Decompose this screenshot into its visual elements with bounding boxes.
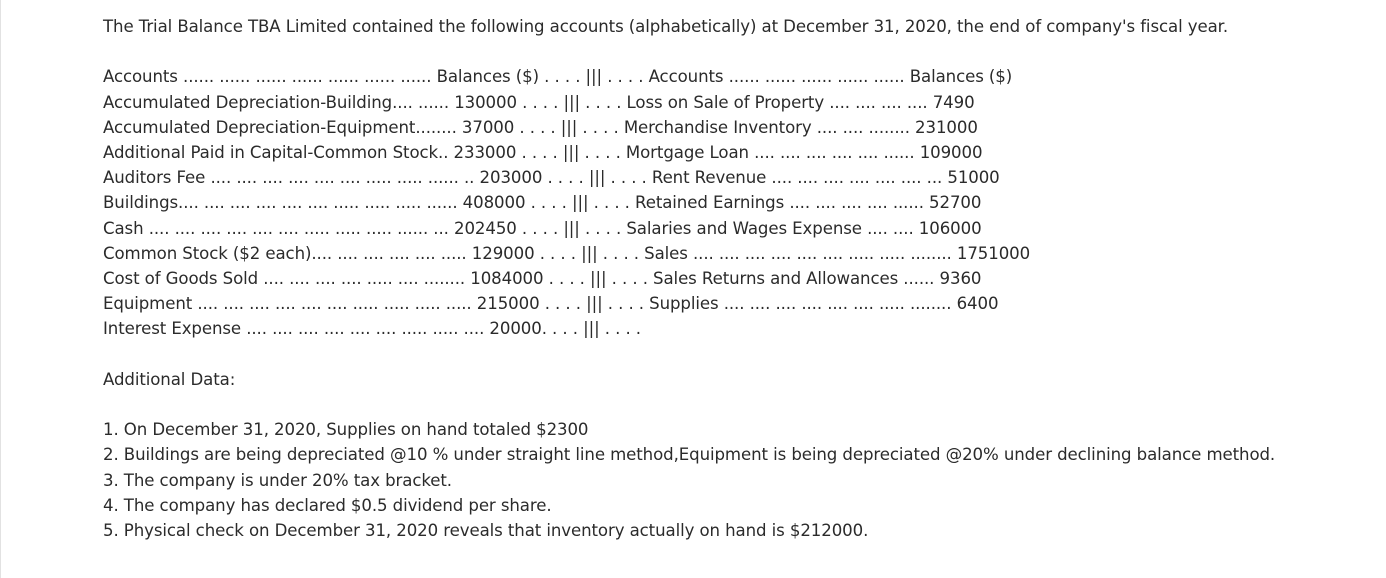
note-item: 1. On December 31, 2020, Supplies on hand totaled $2300: [103, 420, 589, 440]
ledger-line: Cost of Goods Sold .... .... .... .... ..... .... ........ 1084000 . . . . ||| . . . . Sales Returns and Allowances ...... 9360: [103, 269, 982, 289]
spacer: [103, 392, 1363, 417]
ledger-line: Buildings.... .... .... .... .... .... ..... ..... ..... ...... 408000 . . . . ||| . . . . Retained Earnings .... .... .... .... ...... 52700: [103, 193, 982, 213]
trial-balance-listing: [103, 64, 1363, 341]
note-item: 2. Buildings are being depreciated @10 % under straight line method,Equipment is being depreciated @20% under declining balance method.: [103, 445, 1276, 465]
ledger-line: Auditors Fee .... .... .... .... .... .... ..... ..... ...... .. 203000 . . . . ||| . . . . Rent Revenue .... .... .... .... .... .... ... 51000: [103, 168, 1000, 188]
left-border: [0, 0, 1, 578]
ledger-line-header: Accounts ...... ...... ...... ...... ...... ...... ...... Balances ($) . . . . ||| . . . . Accounts ...... ...... ...... ...... ...... Balances ($): [103, 67, 1013, 87]
ledger-line: Cash .... .... .... .... .... .... ..... ..... ..... ...... ... 202450 . . . . ||| . . . . Salaries and Wages Expense .... .... 106000: [103, 218, 982, 238]
intro-text: The Trial Balance TBA Limited contained the following accounts (alphabetically) at December 31, 2020, the end of company's fiscal year.: [103, 17, 1229, 36]
note-item: 3. The company is under 20% tax bracket.: [103, 470, 452, 490]
ledger-line: Accumulated Depreciation-Building.... ...... 130000 . . . . ||| . . . . Loss on Sale of Property .... .... .... .... 7490: [103, 92, 975, 112]
ledger-line: Accumulated Depreciation-Equipment........ 37000 . . . . ||| . . . . Merchandise Inventory .... .... ........ 231000: [103, 117, 978, 137]
note-item: 4. The company has declared $0.5 dividend per share.: [103, 495, 552, 515]
ledger-line: Common Stock ($2 each).... .... .... .... .... ..... 129000 . . . . ||| . . . . Sales .... .... .... .... .... .... ..... ..... ........ 1751000: [103, 243, 1031, 263]
spacer: [103, 39, 1363, 64]
spacer: [103, 342, 1363, 367]
note-item: 5. Physical check on December 31, 2020 reveals that inventory actually on hand is $212000.: [103, 521, 869, 541]
ledger-line: Additional Paid in Capital-Common Stock.. 233000 . . . . ||| . . . . Mortgage Loan .... .... .... .... .... ...... 109000: [103, 143, 983, 162]
additional-data-heading: Additional Data:: [103, 369, 236, 389]
question-body: [103, 14, 1363, 543]
ledger-line: Equipment .... .... .... .... .... .... ..... ..... ..... ..... 215000 . . . . ||| . . . . Supplies .... .... .... .... .... .... ..... ........ 6400: [103, 294, 999, 314]
ledger-line: Interest Expense .... .... .... .... .... .... ..... ..... .... 20000. . . . ||| . . . .: [103, 319, 641, 339]
additional-data-list: [103, 417, 1363, 543]
